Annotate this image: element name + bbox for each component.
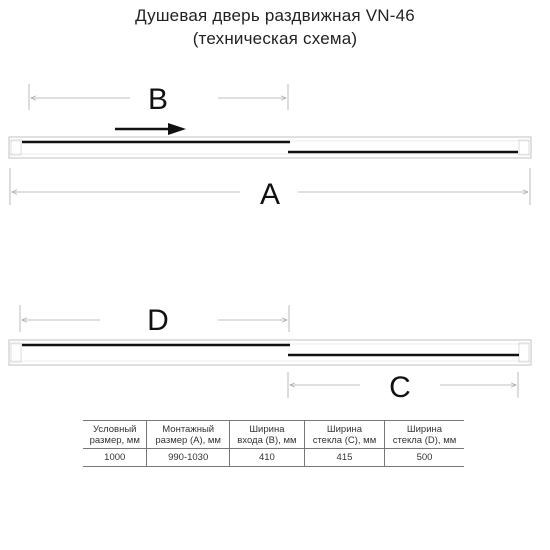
- frame-profile-bottom: [9, 340, 531, 365]
- label-d: D: [147, 304, 169, 337]
- header-entrance-width: Ширина входа (B), мм: [229, 421, 304, 449]
- header-glass-width-c: Ширина стекла (C), мм: [304, 421, 384, 449]
- cell-entrance-width: 410: [229, 449, 304, 467]
- cell-glass-width-c: 415: [304, 449, 384, 467]
- label-b: B: [147, 83, 169, 116]
- frame-profile-top: [9, 137, 531, 158]
- header-mounting-size: Монтажный размер (А), мм: [147, 421, 229, 449]
- label-c: C: [389, 371, 411, 404]
- specs-table: [83, 420, 464, 467]
- top-view-glass: [9, 304, 531, 404]
- top-view-entrance: [9, 83, 531, 211]
- cell-glass-width-d: 500: [385, 449, 465, 467]
- specs-data-row: [83, 449, 464, 467]
- cell-mounting-size: 990-1030: [147, 449, 229, 467]
- slide-direction-arrow: [115, 123, 186, 135]
- label-a: A: [259, 178, 281, 211]
- header-nominal-size: Условный размер, мм: [83, 421, 147, 449]
- diagram-subtitle: (техническая схема): [192, 29, 358, 48]
- diagram-title: Душевая дверь раздвижная VN-46: [135, 6, 415, 25]
- header-glass-width-d: Ширина стекла (D), мм: [385, 421, 465, 449]
- specs-header-row: [83, 421, 464, 449]
- cell-nominal-size: 1000: [83, 449, 147, 467]
